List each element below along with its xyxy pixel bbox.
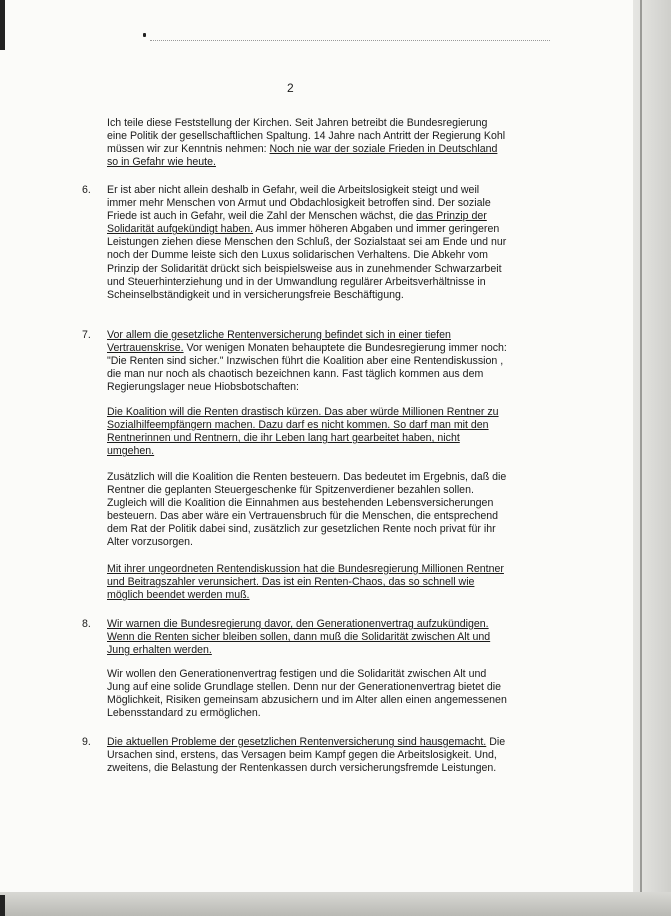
text-segment: Ich teile diese Feststellung der Kirchen. Seit Jahren betreibt die Bundesregierung eine Politik der gesellschaftlichen Spaltung. 14 Jahre nach Antritt der Regierung Kohl müssen wir zur Kenntnis nehmen: xyxy=(107,117,506,156)
paragraph-9 xyxy=(107,736,509,775)
underlined-segment: Noch nie war der soziale Frieden in Deutschland so in Gefahr wie heute. xyxy=(107,143,498,169)
underlined-segment: das Prinzip der Solidarität aufgekündigt haben. xyxy=(107,210,487,236)
paragraph-7b xyxy=(107,406,509,458)
item-number: 7. xyxy=(82,329,91,341)
scan-right-edge xyxy=(633,0,671,916)
paragraph-7d xyxy=(107,563,509,602)
item-number: 9. xyxy=(82,736,91,748)
paragraph-6 xyxy=(107,184,509,302)
underlined-segment: Wir warnen die Bundesregierung davor, den Generationenvertrag aufzukündigen. Wenn die Renten sicher bleiben sollen, dann muß die Solidarität zwischen Alt und Jung erhalten werden. xyxy=(107,618,491,657)
underlined-segment: Die aktuellen Probleme der gesetzlichen Rentenversicherung sind hausgemacht. xyxy=(107,736,487,748)
paragraph-8 xyxy=(107,618,509,657)
page-number: 2 xyxy=(287,81,294,95)
scan-left-mark xyxy=(0,0,5,50)
underlined-segment: Die Koalition will die Renten drastisch kürzen. Das aber würde Millionen Rentner zu Sozialhilfeempfängern machen. Dazu darf es nicht kommen. So darf man mit den Rentnerinnen und Rentnern, die ihr Leben lang hart gearbeitet haben, nicht umgehen. xyxy=(107,406,499,458)
scan-left-mark-bottom xyxy=(0,895,5,916)
underlined-segment: Vor allem die gesetzliche Rentenversicherung befindet sich in einer tiefen Vertrauenskrise. xyxy=(107,329,451,355)
scan-speck xyxy=(143,33,146,37)
underlined-segment: Mit ihrer ungeordneten Rentendiskussion hat die Bundesregierung Millionen Rentner und Beitragszahler verunsichert. Das ist ein Renten-Chaos, das so schnell wie möglich beendet werden muß. xyxy=(107,563,504,602)
text-segment: Zusätzlich will die Koalition die Renten besteuern. Das bedeutet im Ergebnis, daß die Rentner die geplanten Steuergeschenke für Spitzenverdiener bezahlen sollen. Zugleich will die Koalition die Einnahmen aus bestehenden Lebensversicherungen besteuern. Das aber wäre ein Vertrauensbruch für die Menschen, die entsprechend dem Rat der Politik dabei sind, zusätzlich zur gesetzlichen Rente noch privat für ihr Alter vorzusorgen. xyxy=(107,471,507,549)
item-number: 8. xyxy=(82,618,91,630)
text-segment: Aus immer höheren Abgaben und immer geringeren Leistungen ziehen diese Menschen den Schluß, der Sozialstaat sei am Ende und nur noch der Dumme leiste sich den Luxus solidarischen Verhaltens. Die Abkehr vom Prinzip der Solidarität drückt sich beispielsweise aus in zunehmender Schwarzarbeit und Steuerhinterziehung und in der Umwandlung regulärer Arbeitsverhältnisse in Scheinselbständigkeit und in versicherungsfreie Beschäftigung. xyxy=(107,223,507,301)
text-segment: Die Ursachen sind, erstens, das Versagen beim Kampf gegen die Arbeitslosigkeit. Und, zweitens, die Belastung der Rentenkassen durch versicherungsfremde Leistungen. xyxy=(107,736,506,775)
paragraph-7c xyxy=(107,471,509,550)
paragraph-intro xyxy=(107,117,509,169)
item-number: 6. xyxy=(82,184,91,196)
paragraph-8b xyxy=(107,668,509,720)
scan-artifact-line xyxy=(150,40,550,42)
scan-bottom-edge xyxy=(0,892,671,916)
paragraph-7 xyxy=(107,329,509,394)
page-edge-line xyxy=(640,0,642,916)
text-segment: Er ist aber nicht allein deshalb in Gefahr, weil die Arbeitslosigkeit steigt und weil immer mehr Menschen von Armut und Obdachlosigkeit betroffen sind. Der soziale Friede ist auch in Gefahr, weil die Zahl der Menschen wächst, die xyxy=(107,184,491,223)
text-segment: Wir wollen den Generationenvertrag festigen und die Solidarität zwischen Alt und Jung auf eine solide Grundlage stellen. Denn nur der Generationenvertrag bietet die Möglichkeit, Risiken gemeinsam abzusichern und im Alter allen einen angemessenen Lebensstandard zu ermöglichen. xyxy=(107,668,507,720)
text-segment: Vor wenigen Monaten behauptete die Bundesregierung immer noch: "Die Renten sind sicher." Inzwischen führt die Koalition aber eine Rentendiskussion , die man nur noch als chaotisch bezeichnen kann. Fast täglich kommen aus dem Regierungslager neue Hiobsbotschaften: xyxy=(107,342,507,394)
